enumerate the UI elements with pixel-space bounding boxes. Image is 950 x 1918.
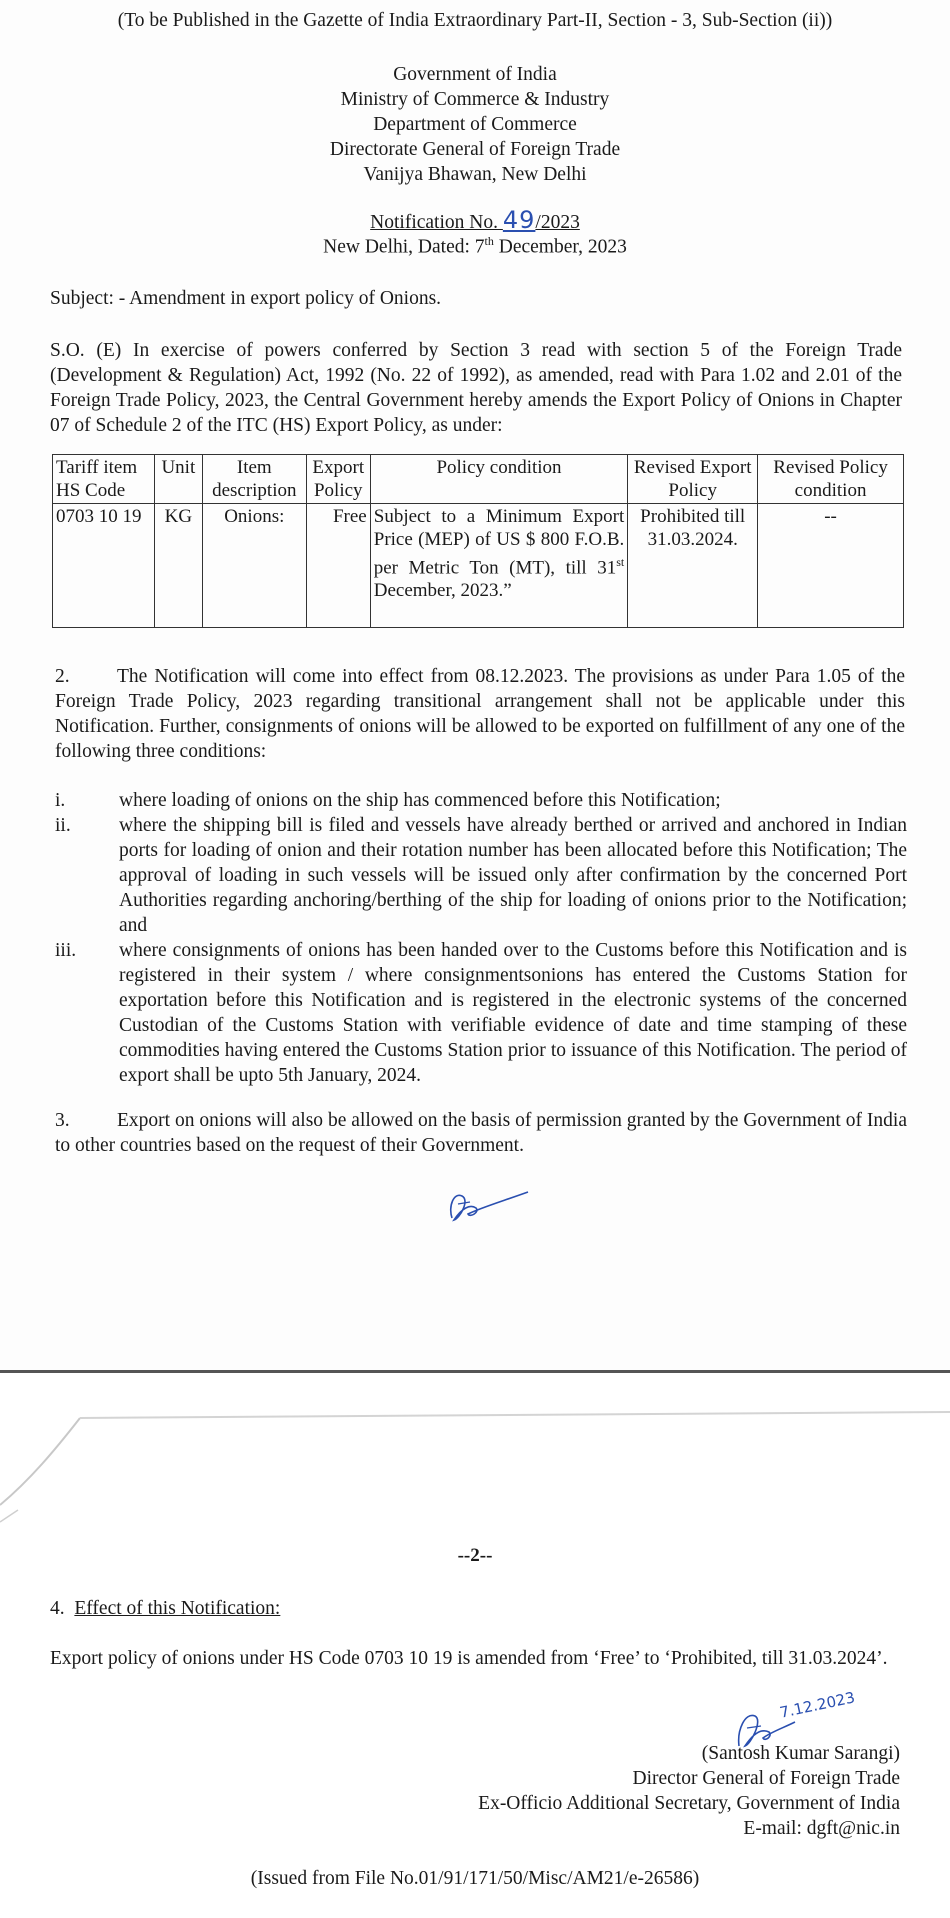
export-policy-table <box>52 454 904 628</box>
signatory-title: Director General of Foreign Trade <box>632 1768 900 1789</box>
issued-from-file: (Issued from File No.01/91/171/50/Misc/AM21/e-26586) <box>250 1868 700 1889</box>
list-item-text: where consignments of onions has been handed over to the Customs before this Notification and is registered in their system / where consignmentsonions has entered the Customs Station for exportation before this Notification and is registered in the electronic systems of the concerned Custodian of the Customs Station with verifiable evidence of date and time stamping of these commodities having entered the Customs Station prior to issuance of this Notification. The period of export shall be upto 5th January, 2024. <box>119 940 907 1086</box>
scan-artifact-icon <box>0 1410 950 1530</box>
table-header: Export Policy <box>306 455 370 504</box>
paragraph-text: Export on onions will also be allowed on the basis of permission granted by the Government of India to other countries based on the request of their Government. <box>55 1110 907 1156</box>
paragraph-3 <box>55 1108 907 1158</box>
notification-date <box>0 234 950 259</box>
signature-date: 7.12.2023 <box>778 1688 857 1722</box>
list-item-text: where the shipping bill is filed and vessels have already berthed or arrived and anchored in Indian ports for loading of onion and their rotation number has been allocated before this Notification; The approval of loading in such vessels will be issued only after confirmation by the concerned Port Authorities regarding anchoring/berthing of the ship for loading of onions prior to the Notification; and <box>119 815 907 936</box>
list-item-text: where loading of onions on the ship has commenced before this Notification; <box>119 790 721 811</box>
effect-heading-text: Effect of this Notification: <box>74 1598 281 1619</box>
effect-number: 4. <box>50 1598 65 1619</box>
cell-policy-condition <box>370 504 628 628</box>
date-suffix: December, 2023 <box>493 236 627 258</box>
table-header-row <box>53 455 904 504</box>
effect-text: Export policy of onions under HS Code 0703 10 19 is amended from ‘Free’ to ‘Prohibited, till 31.03.2024’. <box>50 1648 888 1669</box>
page-divider <box>0 1370 950 1373</box>
paragraph-number: 2. <box>55 666 70 687</box>
list-marker: i. <box>55 790 66 811</box>
header-line: Government of India <box>393 64 557 85</box>
page-number: --2-- <box>457 1545 493 1566</box>
list-item <box>55 938 907 1088</box>
signatory-block <box>478 1741 900 1841</box>
table-header: Revised Export Policy <box>628 455 758 504</box>
policy-condition-text-end: December, 2023.” <box>373 580 512 602</box>
notification-number <box>0 208 950 235</box>
signatory-role: Ex-Officio Additional Secretary, Government of India <box>478 1793 900 1814</box>
list-item <box>55 788 907 813</box>
cell-revised-export-policy: Prohibited till 31.03.2024. <box>628 504 758 628</box>
header-line: Department of Commerce <box>373 114 577 135</box>
effect-heading <box>50 1598 280 1620</box>
gazette-note: (To be Published in the Gazette of India Extraordinary Part-II, Section - 3, Sub-Section (ii)) <box>117 10 833 31</box>
header-line: Directorate General of Foreign Trade <box>329 139 621 160</box>
policy-condition-sup: st <box>616 555 625 569</box>
initials-signature-icon <box>440 1178 540 1228</box>
date-sup: th <box>484 234 494 248</box>
list-marker: iii. <box>55 940 77 961</box>
policy-condition-text: Subject to a Minimum Export Price (MEP) of US $ 800 F.O.B. per Metric Ton (MT), till 31 <box>373 506 625 579</box>
paragraph-number: 3. <box>55 1110 70 1131</box>
paragraph-2 <box>55 664 905 764</box>
header-line: Ministry of Commerce & Industry <box>340 89 610 110</box>
table-header: Policy condition <box>370 455 628 504</box>
table-header: Item description <box>202 455 306 504</box>
table-row <box>53 504 904 628</box>
cell-unit: KG <box>154 504 202 628</box>
cell-revised-policy-condition: -- <box>758 504 904 628</box>
header-line: Vanijya Bhawan, New Delhi <box>363 164 587 185</box>
notification-suffix: /2023 <box>535 212 580 233</box>
table-header: Tariff item HS Code <box>53 455 155 504</box>
date-prefix: New Delhi, Dated: 7 <box>323 236 485 258</box>
cell-hs-code: 0703 10 19 <box>53 504 155 628</box>
notification-handwritten-number: 49 <box>502 206 536 234</box>
table-header: Unit <box>154 455 202 504</box>
signatory-email: E-mail: dgft@nic.in <box>743 1818 900 1839</box>
issuing-authority-header <box>0 62 950 187</box>
subject-line: Subject: - Amendment in export policy of Onions. <box>50 288 442 309</box>
paragraph-text: The Notification will come into effect from 08.12.2023. The provisions as under Para 1.05 of the Foreign Trade Policy, 2023 regarding transitional arrangement shall not be applicable under this Notification. Further, consignments of onions will be allowed to be exported on fulfillment of any one of the following three conditions: <box>55 666 905 762</box>
cell-description: Onions: <box>202 504 306 628</box>
list-item <box>55 813 907 938</box>
notification-prefix: Notification No. <box>370 212 503 233</box>
conditions-list <box>55 788 907 1088</box>
signatory-name: (Santosh Kumar Sarangi) <box>701 1743 900 1764</box>
cell-export-policy: Free <box>306 504 370 628</box>
list-marker: ii. <box>55 815 71 836</box>
table-header: Revised Policy condition <box>758 455 904 504</box>
so-paragraph: S.O. (E) In exercise of powers conferred by Section 3 read with section 5 of the Foreign Trade (Development & Regulation) Act, 1992 (No. 22 of 1992), as amended, read with Para 1.02 and 2.01 of the Foreign Trade Policy, 2023, the Central Government hereby amends the Export Policy of Onions in Chapter 07 of Schedule 2 of the ITC (HS) Export Policy, as under: <box>50 340 902 436</box>
